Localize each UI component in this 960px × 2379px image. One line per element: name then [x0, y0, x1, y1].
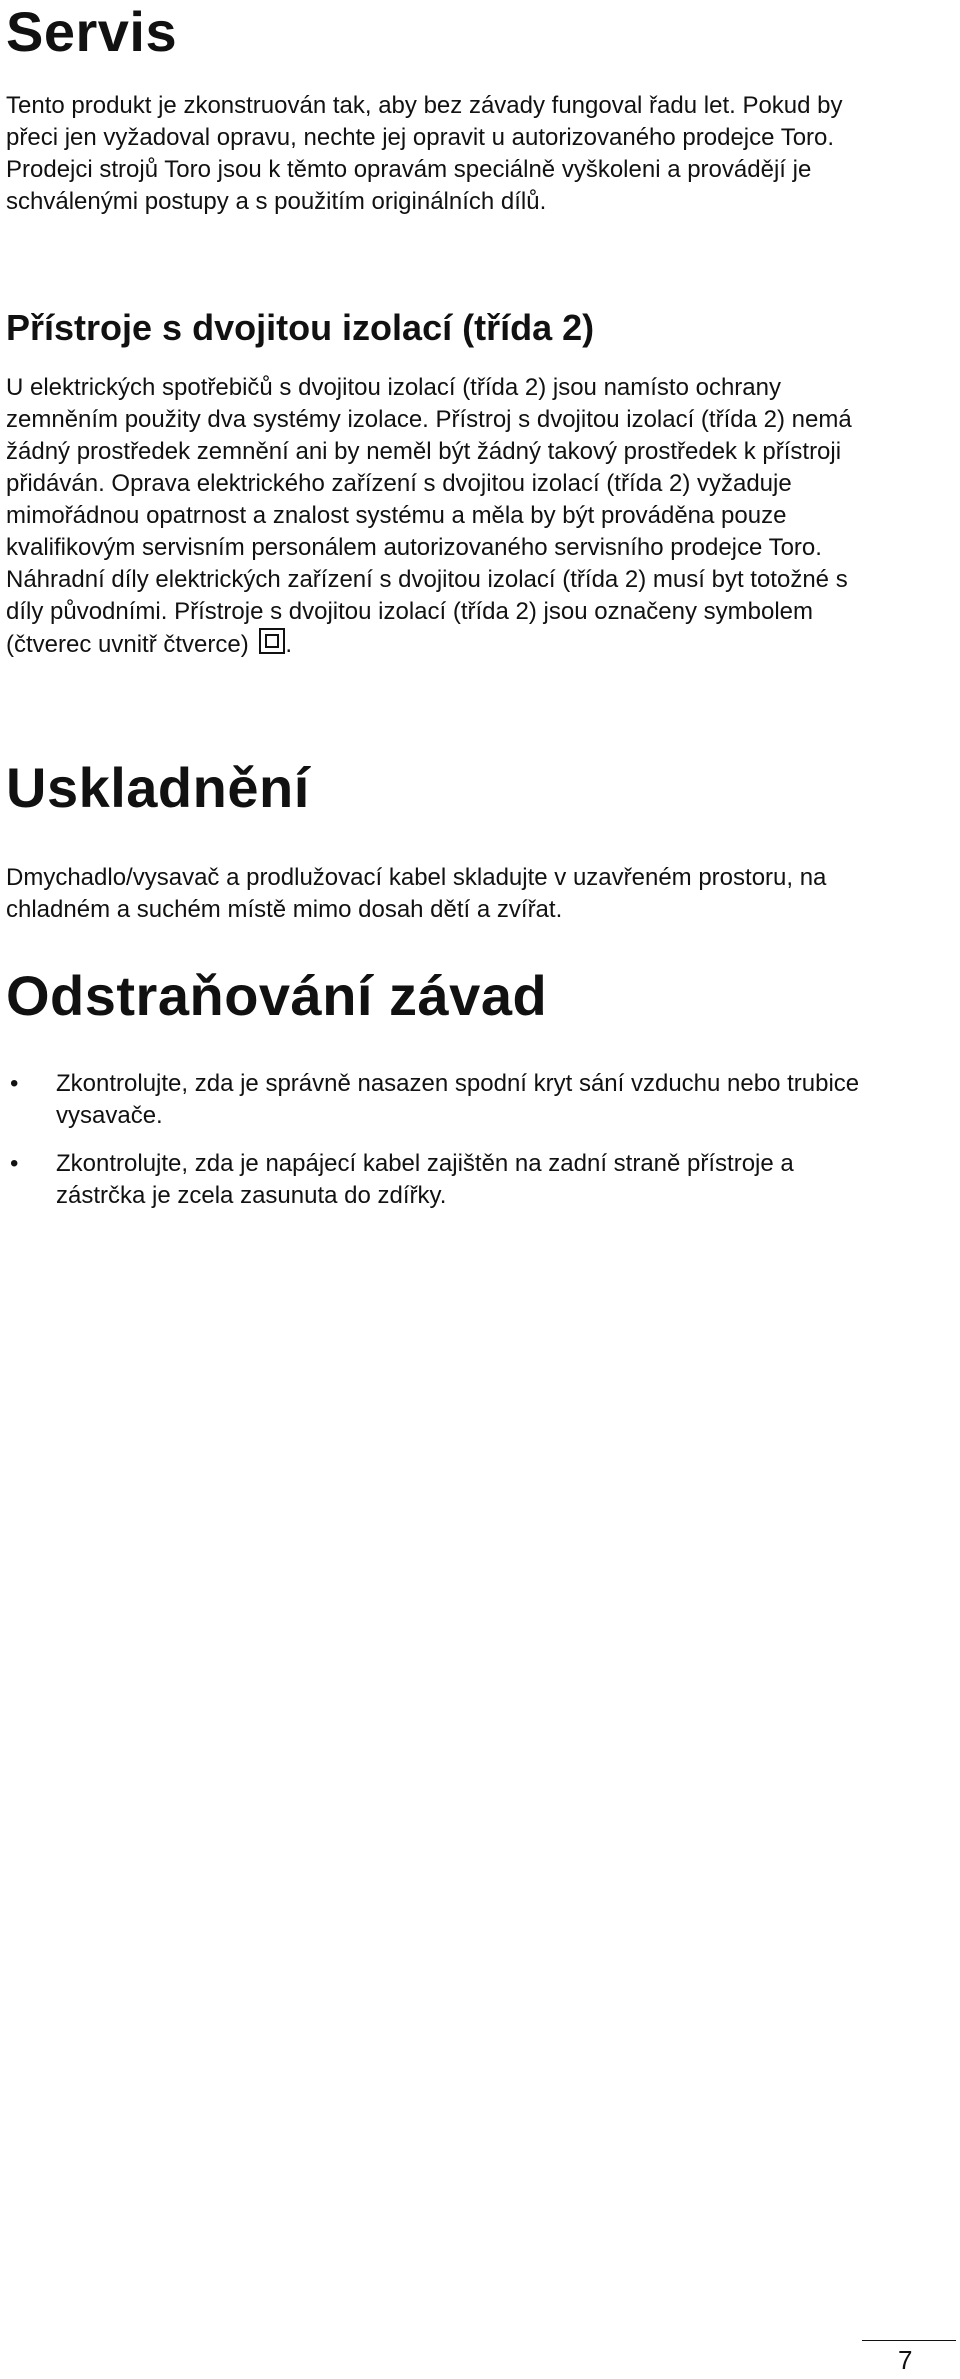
page-number: 7: [898, 2345, 913, 2375]
bullet-icon: •: [10, 1150, 19, 1177]
list-item-text: Zkontrolujte, zda je napájecí kabel zajištěn na zadní straně přístroje a zástrčka je zcela zasunuta do zdířky.: [56, 1150, 794, 1209]
list-item: [6, 1068, 886, 1132]
footer-divider: [862, 2340, 956, 2341]
heading-storage: Uskladnění: [6, 756, 310, 819]
list-item: [6, 1148, 886, 1212]
paragraph-double-insulation-text: U elektrických spotřebičů s dvojitou izolací (třída 2) jsou namísto ochrany zemněním použity dva systémy izolace. Přístroj s dvojitou izolací (třída 2) nemá žádný prostředek zemnění ani by neměl být žádný takový prostředek k přístroji přidáván. Oprava elektrického zařízení s dvojitou izolací (třída 2) vyžaduje mimořádnou opatrnost a znalost systému a měla by být prováděna pouze kvalifikovým servisním personálem autorizovaného servisního prodejce Toro. Náhradní díly elektrických zařízení s dvojitou izolací (třída 2) musí byt totožné s díly původními. Přístroje s dvojitou izolací (třída 2) jsou označeny symbolem (čtverec uvnitř čtverce): [6, 374, 852, 658]
troubleshooting-list: [6, 1068, 886, 1212]
section-troubleshooting: [6, 964, 886, 1228]
heading-double-insulation: Přístroje s dvojitou izolací (třída 2): [6, 307, 595, 348]
paragraph-servis: Tento produkt je zkonstruován tak, aby bez závady fungoval řadu let. Pokud by přeci jen vyžadoval opravu, nechte jej opravit u autorizovaného prodejce Toro. Prodejci strojů Toro jsou k těmto opravám speciálně vyškoleni a provádějí je schválenými postupy a s použitím originálních dílů.: [6, 92, 843, 215]
section-servis: [6, 0, 866, 218]
paragraph-storage: Dmychadlo/vysavač a prodlužovací kabel skladujte v uzavřeném prostoru, na chladném a suchém místě mimo dosah dětí a zvířat.: [6, 864, 827, 923]
heading-troubleshooting: Odstraňování závad: [6, 964, 548, 1027]
section-storage: [6, 756, 886, 926]
paragraph-double-insulation: [6, 372, 886, 661]
paragraph-double-insulation-end: .: [285, 631, 293, 658]
double-square-icon: [259, 628, 285, 654]
heading-servis: Servis: [6, 0, 178, 63]
list-item-text: Zkontrolujte, zda je správně nasazen spodní kryt sání vzduchu nebo trubice vysavače.: [56, 1070, 860, 1129]
bullet-icon: •: [10, 1070, 19, 1097]
section-double-insulation: [6, 306, 886, 661]
